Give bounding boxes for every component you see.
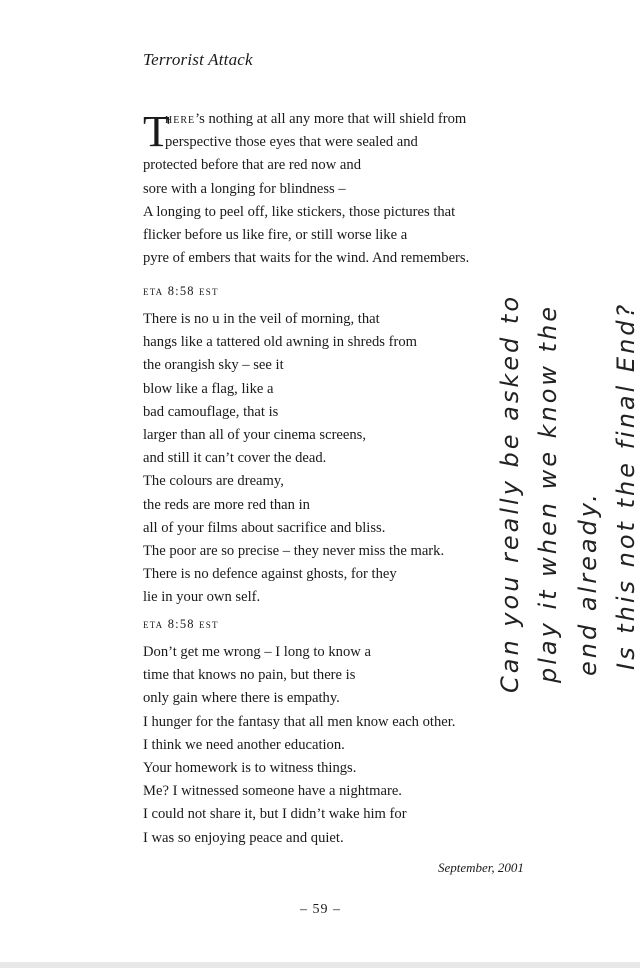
poem-line: The colours are dreamy, [143,473,284,490]
poem-line: blow like a flag, like a [143,380,274,397]
poem-title: Terrorist Attack [143,50,253,69]
poem-line: only gain where there is empathy. [143,690,340,707]
poem-line: Me? I witnessed someone have a nightmare. [143,783,402,800]
stanza-2 [143,308,444,609]
poem-line: hangs like a tattered old awning in shreds from [143,334,417,351]
poem-line: I hunger for the fantasy that all men know each other. [143,713,456,730]
poem-line: Your homework is to witness things. [143,759,357,776]
poem-line: I could not share it, but I didn’t wake him for [143,806,407,823]
poem-line: time that knows no pain, but there is [143,667,356,684]
small-caps-word: here [165,111,196,127]
scan-edge [0,962,640,968]
stanza-1 [143,108,469,270]
section-subhead: eta 8:58 est [143,284,219,298]
handwritten-line: play it when we know the [534,303,562,683]
poem-line: Don’t get me wrong – I long to know a [143,644,371,660]
handwritten-line: Can you really be asked to [496,294,524,693]
poem-line: There is no defence against ghosts, for they [143,566,397,583]
poem-line: the orangish sky – see it [143,357,284,374]
poem-line: lie in your own self. [143,589,261,606]
poem-line: all of your films about sacrifice and bliss. [143,519,386,536]
poem-line: I think we need another education. [143,736,345,753]
poem-line: protected before that are red now and [143,157,361,174]
poem-line: The poor are so precise – they never miss the mark. [143,542,445,559]
poem-line: flicker before us like fire, or still worse like a [143,226,408,243]
poem-line: A longing to peel off, like stickers, those pictures that [143,203,456,220]
poem-line: bad camouflage, that is [143,403,279,420]
stanza-3 [143,641,455,850]
poem-date: September, 2001 [438,860,524,875]
line-text: ’s nothing at all any more that will shield from [195,111,467,127]
handwritten-line: Is this not the final End? [612,301,640,670]
poem-line: and still it can’t cover the dead. [143,450,327,467]
page-number: – 59 – [300,902,341,917]
poem-line: sore with a longing for blindness – [143,180,346,197]
poem-line: pyre of embers that waits for the wind. And remembers. [143,250,470,267]
poem-line: I was so enjoying peace and quiet. [143,829,344,846]
poem-line [143,108,469,131]
poem-line: the reds are more red than in [143,496,310,513]
handwritten-line: end already. [574,491,602,676]
poem-line: perspective those eyes that were sealed and [165,134,418,151]
drop-cap: T [143,107,170,156]
poem-line: larger than all of your cinema screens, [143,426,367,443]
handwritten-note [496,278,640,698]
section-subhead: eta 8:58 est [143,617,219,631]
poem-line: There is no u in the veil of morning, that [143,311,380,327]
